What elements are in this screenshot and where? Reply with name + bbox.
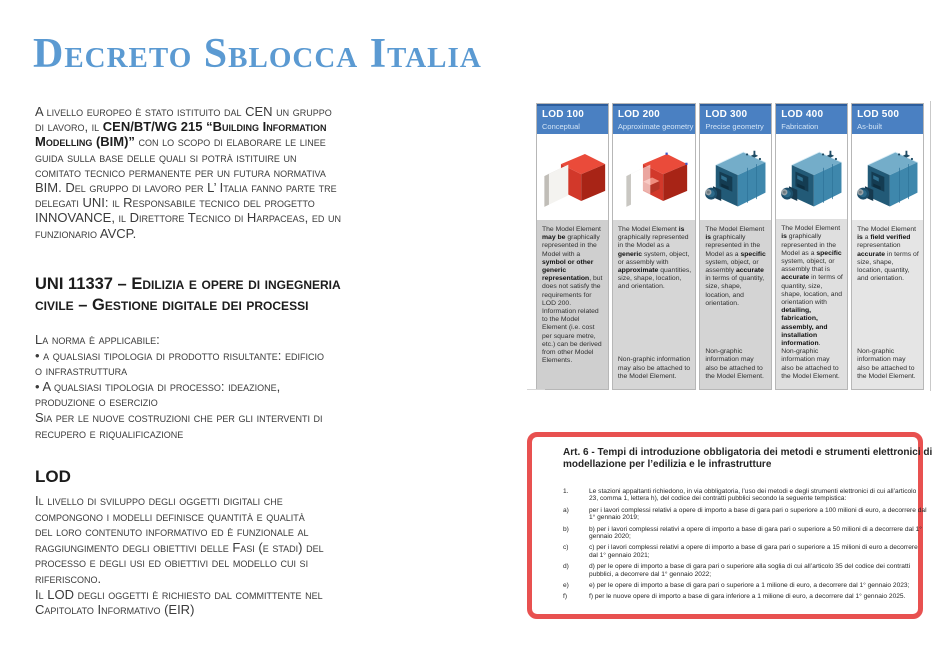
article-list-item	[563, 525, 922, 541]
text-segment: con lo scopo di elaborare le linee	[134, 134, 326, 150]
text-segment: The Model Element	[617, 226, 679, 233]
text-segment: comitato tecnico permanente per un futura normativa	[35, 164, 326, 180]
text-segment: The Model Element	[781, 225, 841, 233]
bold-text-segment: is	[781, 233, 787, 241]
text-line: • a qualsiasi tipologia di prodotto risultante: edificio	[35, 347, 324, 363]
text-segment: system, object, or assembly with	[617, 250, 690, 266]
lod-column-header	[700, 104, 771, 134]
text-line: produzione o esercizio	[35, 394, 158, 410]
text-segment: graphically represented in the Model with a	[542, 234, 600, 258]
text-segment: in terms of quantity, size, shape, location, and orientation.	[705, 275, 765, 307]
text-segment: in terms of quantity, size, shape, location, and orientation with	[781, 274, 843, 306]
lod-paragraph	[35, 493, 324, 618]
lod-description	[618, 226, 691, 292]
bold-text-segment: specific	[816, 249, 842, 257]
bold-text-segment: accurate	[781, 274, 810, 282]
lod-column	[699, 103, 772, 390]
red-transparent-block-image	[613, 134, 695, 220]
text-line: c) per i lavori complessi relativi a opere di importo a base di gara pari o superiore a 15 milioni di euro a decorrere	[589, 544, 918, 552]
lod-column-header	[537, 104, 608, 134]
text-line: Le stazioni appaltanti richiedono, in via obbligatoria, l’uso dei metodi e degli strumenti elettronici di cui all’articolo	[589, 488, 917, 495]
text-line	[35, 104, 341, 119]
blue-equipment-unit-image	[700, 134, 771, 220]
text-segment: in terms of size, shape, location, quantity, and orientation.	[857, 250, 919, 283]
bold-text-segment: detailing, fabrication, assembly, and installation information	[781, 307, 828, 347]
text-line: d) per le opere di importo a base di gara pari o superiore alla soglia di cui all’articolo 35 del codice dei contratti	[589, 563, 911, 571]
text-line: raggiungimento degli obiettivi delle Fasi (e stadi) del	[35, 539, 324, 555]
article-list-item	[563, 544, 918, 559]
lod-column-header	[852, 104, 923, 134]
lod-code-label: LOD 100	[542, 109, 584, 120]
text-segment: a	[862, 234, 871, 242]
text-line: e) per le opere di importo a base di gara pari o superiore a 1 milione di euro, a decorrere dal 1° gennaio 2023;	[589, 582, 910, 590]
text-line: 1° gennaio 2019;	[589, 514, 639, 522]
lod-nongraphic-note: Non-graphic information may also be attached to the Model Element.	[781, 348, 840, 380]
text-segment: system, object, or assembly	[705, 258, 759, 275]
bold-text-segment: generic	[617, 250, 643, 258]
lod-nongraphic-note: Non-graphic information may also be attached to the Model Element.	[617, 356, 691, 380]
lod-column	[851, 103, 924, 390]
lod-column-header	[613, 104, 695, 134]
blue-equipment-unit-graphic	[701, 138, 771, 216]
text-line: gennaio 2020;	[589, 533, 631, 541]
lod-code-label: LOD 500	[857, 109, 900, 120]
article-6-box	[527, 432, 933, 619]
text-segment: A livello europeo è stato istituito dal CEN un gruppo	[35, 104, 332, 119]
text-line: • A qualsiasi tipologia di processo: ideazione,	[35, 378, 281, 394]
text-line: dal 1° gennaio 2021;	[589, 551, 650, 559]
bold-text-segment: symbol or other generic representation	[542, 258, 594, 283]
text-line: Il livello di sviluppo degli oggetti digitali che	[35, 493, 283, 508]
text-segment: system, object, or assembly that is	[781, 257, 835, 274]
lod-description-cell	[613, 220, 695, 389]
text-segment: representation	[857, 242, 901, 250]
lod-description	[542, 226, 604, 365]
text-segment: , but does not satisfy the requirements for LOD 200. Information related to the Model Element (i.e. cost per square metre, etc.) can be derived from other Model Elements.	[542, 275, 603, 365]
lod-subtitle-label: Fabrication	[781, 122, 819, 131]
lod-description	[857, 226, 919, 283]
article-item-marker: e)	[563, 582, 569, 590]
intro-paragraph	[35, 104, 341, 241]
lod-heading: LOD	[35, 467, 71, 486]
text-line: modellazione per l’edilizia e le infrastrutture	[563, 459, 772, 470]
text-line	[35, 180, 341, 195]
lod-column	[775, 103, 848, 390]
text-line	[35, 119, 341, 134]
lod-description-cell	[700, 220, 771, 389]
text-segment: graphically represented in the Model as a	[617, 234, 689, 250]
article-list-item	[563, 582, 910, 589]
article-item-marker: 1.	[563, 488, 569, 495]
text-line: 23, comma 1, lettera h), del codice dei contratti pubblici secondo la seguente tempistica:	[589, 495, 847, 503]
article-6-title	[563, 447, 933, 471]
text-line: Art. 6 - Tempi di introduzione obbligatoria dei metodi e strumenti elettronici di	[563, 447, 933, 458]
text-segment: BIM. Del gruppo di lavoro per L’ Italia fanno parte tre	[35, 180, 337, 196]
text-line: compongono i modelli definisce quantità e qualità	[35, 508, 305, 524]
text-segment: di lavoro, il	[35, 119, 103, 135]
table-frame-line-bottom	[527, 389, 545, 390]
article-item-marker: c)	[563, 544, 569, 552]
bold-text-segment: accurate	[735, 267, 764, 275]
article-6-list	[563, 488, 927, 601]
red-solid-block-image	[537, 134, 608, 220]
text-line: Il LOD degli oggetti è richiesto dal committente nel	[35, 586, 323, 602]
text-line: Sia per le nuove costruzioni che per gli interventi di	[35, 409, 323, 425]
lod-subtitle-label: Approximate geometry	[617, 122, 694, 131]
bold-text-segment: Modelling (BIM)”	[35, 134, 135, 150]
article-item-marker: d)	[563, 563, 569, 571]
lod-subtitle-label: Conceptual	[542, 122, 580, 131]
article-item-text	[589, 582, 910, 589]
lod-description	[781, 225, 843, 348]
text-segment: guida sulla base delle quali si potrà istituire un	[35, 149, 297, 165]
article-item-text	[589, 544, 918, 559]
lod-code-label: LOD 200	[617, 109, 660, 120]
text-segment: INNOVANCE, il Direttore Tecnico di Harpaceas, ed un	[35, 210, 342, 226]
lod-code-label: LOD 300	[705, 109, 748, 120]
blue-equipment-unit-image	[852, 134, 923, 220]
red-solid-block-graphic	[537, 138, 607, 216]
text-line: del loro contenuto informativo ed è funzionale al	[35, 524, 309, 540]
lod-column-header	[776, 104, 847, 134]
text-line: f) per le nuove opere di importo a base di gara inferiore a 1 milione di euro, a decorrere dal 1° gennaio 2025.	[589, 593, 906, 601]
lod-description-cell	[537, 220, 608, 389]
text-line	[35, 150, 341, 165]
text-line	[35, 210, 341, 225]
article-list-item	[563, 506, 927, 522]
bold-text-segment: is	[678, 226, 685, 233]
lod-column	[612, 103, 696, 390]
article-list-item	[563, 563, 910, 578]
article-item-text	[589, 526, 922, 541]
bold-text-segment: accurate	[857, 250, 886, 258]
lod-nongraphic-note: Non-graphic information may also be attached to the Model Element.	[705, 348, 764, 380]
bold-text-segment: field verified	[870, 234, 911, 242]
article-item-marker: b)	[563, 525, 569, 533]
text-line: La norma è applicabile:	[35, 332, 160, 347]
bold-text-segment: is	[857, 234, 863, 242]
uni-11337-paragraph	[35, 332, 324, 441]
text-segment: .	[818, 339, 821, 347]
text-segment: funzionario AVCP.	[35, 225, 137, 241]
article-list-item	[563, 593, 910, 600]
article-item-text	[589, 563, 910, 578]
text-line: b) per i lavori complessi relativi a opere di importo a base di gara pari o superiore a 50 milioni di a decorrere dal 1°	[589, 525, 922, 533]
text-line	[35, 134, 341, 149]
slide-title: Decreto Sblocca Italia	[33, 31, 482, 77]
text-line	[35, 195, 341, 210]
text-line: UNI 11337 – Edilizia e opere di ingegneria	[35, 275, 341, 293]
article-item-marker: a)	[563, 506, 569, 514]
article-item-marker: f)	[563, 593, 568, 601]
text-line	[35, 226, 341, 241]
red-transparent-block-graphic	[619, 138, 689, 216]
text-line: pubblici, a decorrere dal 1° gennaio 2022;	[589, 570, 712, 578]
lod-subtitle-label: Precise geometry	[705, 122, 764, 131]
article-item-text	[589, 488, 916, 503]
lod-table	[536, 103, 924, 390]
text-line: o infrastruttura	[35, 363, 128, 379]
text-segment: The Model Element	[542, 226, 601, 233]
text-segment: graphically represented in the Model as a	[705, 234, 761, 258]
lod-column	[536, 103, 609, 390]
bold-text-segment: CEN/BT/WG 215 “Building Information	[102, 119, 327, 135]
lod-description-cell	[852, 220, 923, 389]
text-line: Capitolato Informativo (EIR)	[35, 602, 195, 618]
lod-subtitle-label: As-built	[857, 122, 883, 131]
uni-11337-heading	[35, 274, 341, 316]
article-item-text	[589, 593, 910, 600]
text-segment: The Model Element	[705, 226, 765, 233]
bold-text-segment: approximate	[617, 267, 659, 275]
blue-equipment-unit-graphic	[777, 138, 847, 216]
lod-description-cell	[776, 219, 847, 389]
bold-text-segment: is	[705, 234, 712, 242]
text-line: processo e degli usi ed obiettivi del modello cui si	[35, 555, 309, 571]
bold-text-segment: specific	[740, 250, 766, 258]
lod-description	[705, 226, 767, 308]
blue-equipment-unit-image	[776, 134, 847, 219]
article-item-text	[589, 507, 927, 522]
text-segment: graphically represented in the Model as a	[781, 233, 837, 257]
article-list-item	[563, 488, 917, 503]
lod-code-label: LOD 400	[781, 109, 824, 120]
text-line: riferiscono.	[35, 570, 102, 586]
text-segment: The Model Element	[857, 226, 917, 233]
table-frame-line-right	[930, 101, 931, 391]
text-line: recupero e riqualificazione	[35, 425, 184, 441]
text-segment: delegati UNI: il Responsabile tecnico del progetto	[35, 195, 315, 211]
text-line: per i lavori complessi relativi a opere di importo a base di gara pari o superiore a 100 milioni di euro, a decorrere dal	[589, 506, 927, 514]
text-segment: quantities, size, shape, location, and orientation.	[617, 267, 692, 291]
blue-equipment-unit-graphic	[853, 138, 923, 216]
bold-text-segment: may be	[542, 234, 566, 242]
lod-nongraphic-note: Non-graphic information may also be attached to the Model Element.	[857, 348, 916, 380]
text-line	[35, 165, 341, 180]
text-line: civile – Gestione digitale dei processi	[35, 296, 309, 314]
